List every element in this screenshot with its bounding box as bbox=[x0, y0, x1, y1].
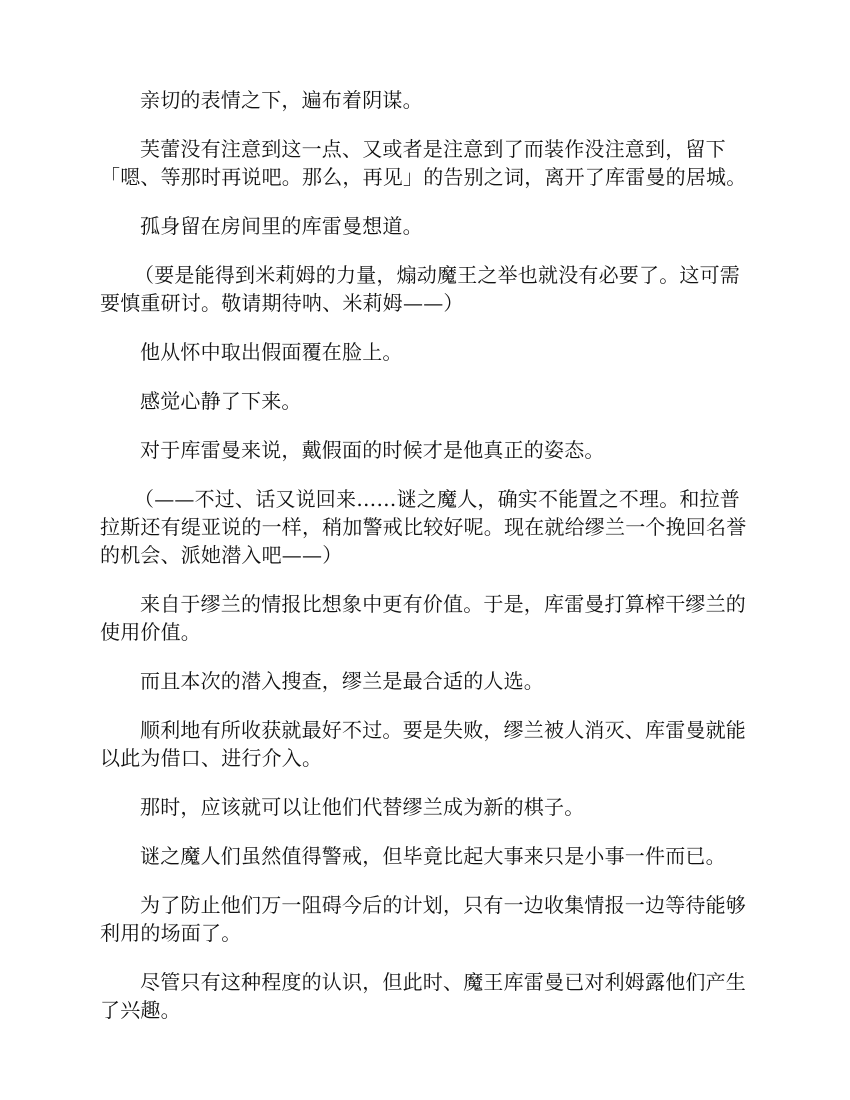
paragraph-6: 感觉心静了下来。 bbox=[140, 389, 302, 413]
paragraph-10: 而且本次的潜入搜查，缪兰是最合适的人选。 bbox=[140, 669, 544, 693]
paragraph-14: 为了防止他们万一阻碍今后的计划，只有一边收集情报一边等待能够利用的场面了。 bbox=[100, 893, 746, 945]
paragraph-9: 来自于缪兰的情报比想象中更有价值。于是，库雷曼打算榨干缪兰的使用价值。 bbox=[100, 592, 746, 644]
paragraph-13: 谜之魔人们虽然值得警戒，但毕竟比起大事来只是小事一件而已。 bbox=[140, 844, 726, 868]
paragraph-7: 对于库雷曼来说，戴假面的时候才是他真正的姿态。 bbox=[140, 438, 605, 462]
paragraph-12: 那时，应该就可以让他们代替缪兰成为新的棋子。 bbox=[140, 795, 585, 819]
paragraph-4-thought: （要是能得到米莉姆的力量，煽动魔王之举也就没有必要了。这可需要慎重研讨。敬请期待呐、米莉姆——） bbox=[100, 263, 740, 315]
paragraph-11: 顺利地有所收获就最好不过。要是失败，缪兰被人消灭、库雷曼就能以此为借口、进行介入。 bbox=[100, 718, 746, 770]
paragraph-2: 芙蕾没有注意到这一点、又或者是注意到了而装作没注意到，留下「嗯、等那时再说吧。那么，再见」的告别之词，离开了库雷曼的居城。 bbox=[100, 137, 747, 189]
paragraph-5: 他从怀中取出假面覆在脸上。 bbox=[140, 340, 403, 364]
paragraph-15: 尽管只有这种程度的认识，但此时、魔王库雷曼已对利姆露他们产生了兴趣。 bbox=[100, 970, 746, 1022]
paragraph-8-thought: （——不过、话又说回来……谜之魔人，确实不能置之不理。和拉普拉斯还有缇亚说的一样，稍加警戒比较好呢。现在就给缪兰一个挽回名誉的机会、派她潜入吧——） bbox=[100, 487, 747, 567]
paragraph-3: 孤身留在房间里的库雷曼想道。 bbox=[140, 214, 423, 238]
paragraph-1: 亲切的表情之下，遍布着阴谋。 bbox=[140, 88, 423, 112]
body-text bbox=[100, 86, 750, 1045]
